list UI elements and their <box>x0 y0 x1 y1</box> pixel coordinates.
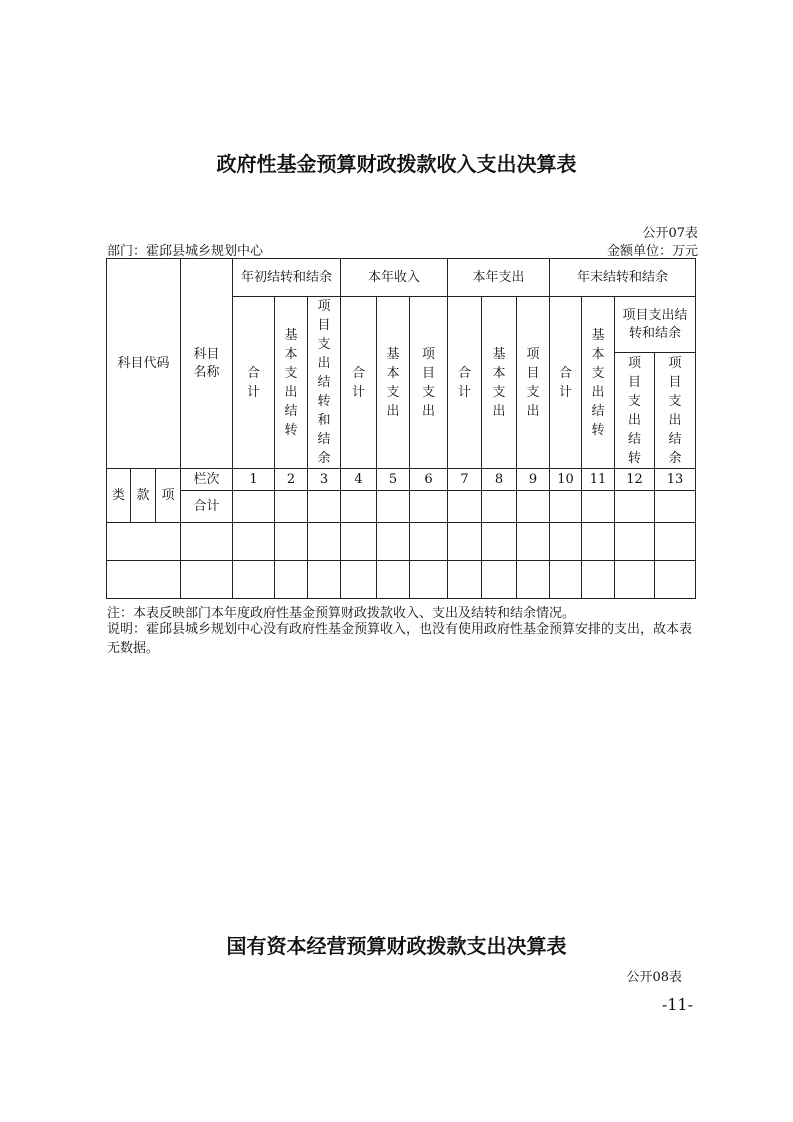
income-header: 本年收入 <box>341 259 448 297</box>
table-cell <box>482 491 517 523</box>
section-header: 款 <box>131 469 156 523</box>
table-code: 公开07表 <box>642 226 698 241</box>
table-cell <box>233 491 275 523</box>
column-number: 4 <box>341 469 377 491</box>
unit-label: 金额单位：万元 <box>606 244 698 259</box>
column-number: 3 <box>308 469 341 491</box>
expense-total-header: 合计 <box>448 297 482 469</box>
opening-project-header: 项目支出结转和结余 <box>308 297 341 469</box>
closing-total-header: 合计 <box>550 297 582 469</box>
opening-basic-header: 基本支出结转 <box>275 297 308 469</box>
column-number: 10 <box>550 469 582 491</box>
closing-project-header: 项目支出结转和结余 <box>615 297 696 353</box>
table-cell <box>517 491 550 523</box>
class-header: 类 <box>107 469 131 523</box>
table-cell <box>410 491 448 523</box>
column-number: 8 <box>482 469 517 491</box>
table-cell <box>582 491 615 523</box>
table-cell <box>308 491 341 523</box>
section-title: 国有资本经营预算财政拨款支出决算表 <box>226 934 567 958</box>
column-number-label: 栏次 <box>181 469 233 491</box>
opening-balance-header: 年初结转和结余 <box>233 259 341 297</box>
closing-balance-header: 年末结转和结余 <box>550 259 696 297</box>
table-cell <box>655 491 696 523</box>
closing-project-balance-header: 项目支出结余 <box>655 353 696 469</box>
expense-header: 本年支出 <box>448 259 550 297</box>
table-explanation: 说明：霍邱县城乡规划中心没有政府性基金预算收入，也没有使用政府性基金预算安排的支出，故本表无数据。 <box>107 622 693 656</box>
table-row <box>107 523 696 561</box>
column-number: 5 <box>377 469 410 491</box>
table-cell <box>377 491 410 523</box>
column-number: 6 <box>410 469 448 491</box>
item-header: 项 <box>156 469 181 523</box>
column-number: 9 <box>517 469 550 491</box>
department-label: 部门：霍邱县城乡规划中心 <box>107 244 264 259</box>
table-cell <box>341 491 377 523</box>
column-number: 12 <box>615 469 655 491</box>
column-number: 7 <box>448 469 482 491</box>
budget-table <box>106 258 696 599</box>
table-cell <box>275 491 308 523</box>
table-row <box>107 561 696 599</box>
income-total-header: 合计 <box>341 297 377 469</box>
closing-basic-header: 基本支出结转 <box>582 297 615 469</box>
income-project-header: 项目支出 <box>410 297 448 469</box>
expense-project-header: 项目支出 <box>517 297 550 469</box>
page-number: -11- <box>661 995 693 1014</box>
page-title: 政府性基金预算财政拨款收入支出决算表 <box>216 152 577 176</box>
column-number: 11 <box>582 469 615 491</box>
opening-total-header: 合计 <box>233 297 275 469</box>
table-cell <box>448 491 482 523</box>
closing-project-carry-header: 项目支出结转 <box>615 353 655 469</box>
subject-name-header: 科目名称 <box>181 259 233 469</box>
table-note: 注：本表反映部门本年度政府性基金预算财政拨款收入、支出及结转和结余情况。 <box>107 606 576 621</box>
column-number: 2 <box>275 469 308 491</box>
table-code-2: 公开08表 <box>626 970 682 985</box>
subject-code-header: 科目代码 <box>107 259 181 469</box>
sum-row-label: 合计 <box>181 491 233 523</box>
expense-basic-header: 基本支出 <box>482 297 517 469</box>
income-basic-header: 基本支出 <box>377 297 410 469</box>
column-number: 1 <box>233 469 275 491</box>
table-cell <box>550 491 582 523</box>
table-cell <box>615 491 655 523</box>
column-number: 13 <box>655 469 696 491</box>
